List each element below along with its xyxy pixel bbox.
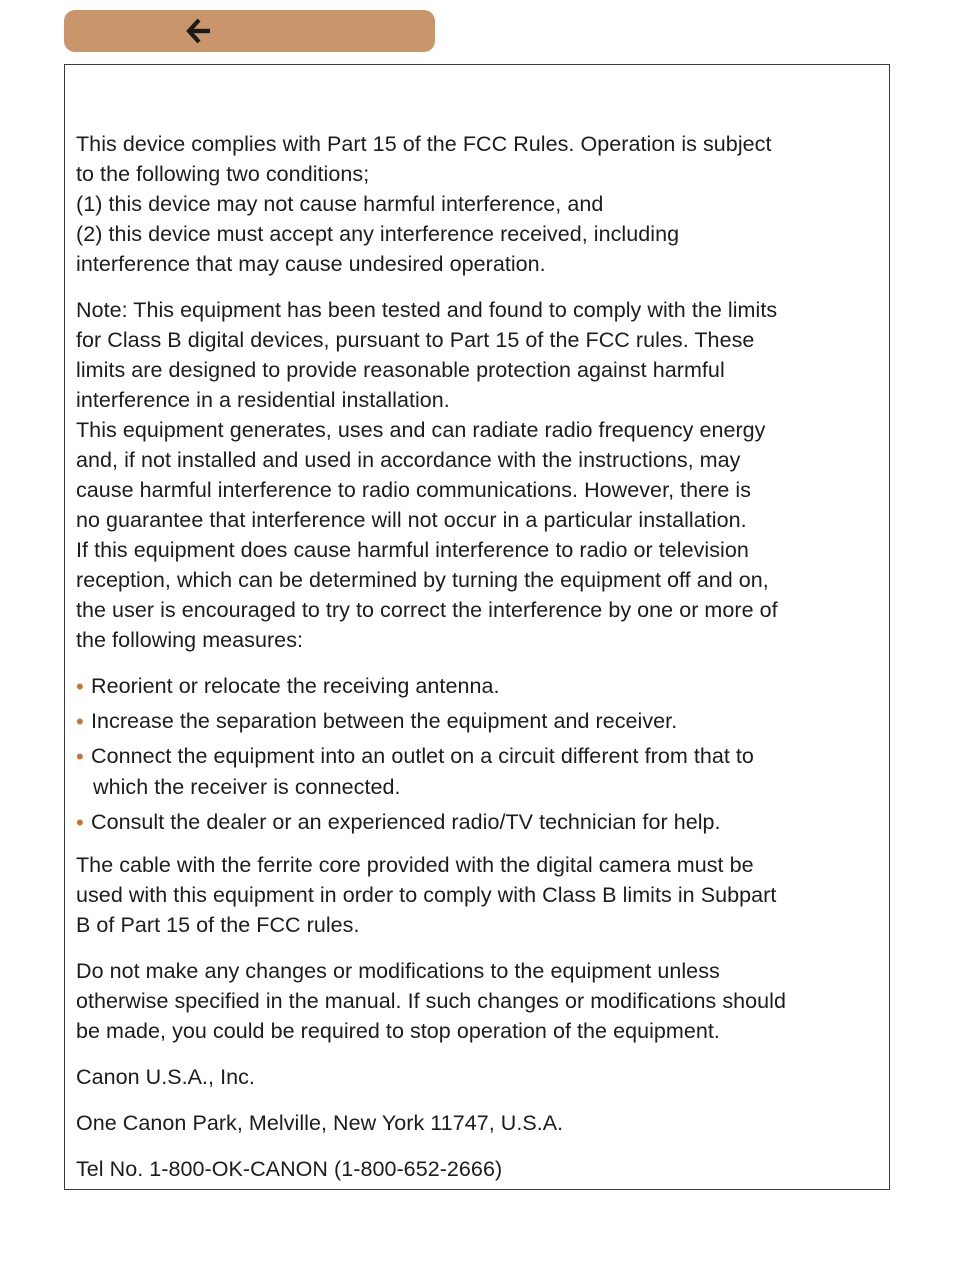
measures-list — [76, 671, 876, 838]
text-line: interference that may cause undesired operation. — [76, 252, 546, 276]
bullet-icon: • — [76, 744, 84, 769]
text-line: used with this equipment in order to comply with Class B limits in Subpart — [76, 883, 777, 907]
text-line: reception, which can be determined by turning the equipment off and on, — [76, 568, 769, 592]
navigation-bar — [64, 10, 435, 52]
text-line: (2) this device must accept any interference received, including — [76, 222, 680, 246]
bullet-icon: • — [76, 810, 84, 835]
list-item-text: Reorient or relocate the receiving antenna. — [91, 674, 500, 698]
text-line: the user is encouraged to try to correct the interference by one or more of — [76, 598, 778, 622]
list-item-text: Consult the dealer or an experienced radio/TV technician for help. — [91, 810, 721, 834]
list-item-text: Increase the separation between the equipment and receiver. — [91, 709, 678, 733]
text-line: Tel No. 1-800-OK-CANON (1-800-652-2666) — [76, 1157, 503, 1181]
list-item-text: which the receiver is connected. — [93, 775, 401, 799]
list-item-text: Connect the equipment into an outlet on a circuit different from that to — [91, 744, 754, 768]
text-line: Canon U.S.A., Inc. — [76, 1065, 255, 1089]
text-line: the following measures: — [76, 628, 304, 652]
compliance-statement — [76, 129, 876, 279]
text-line: This equipment generates, uses and can radiate radio frequency energy — [76, 418, 766, 442]
class-b-note — [76, 295, 876, 655]
company-name — [76, 1062, 876, 1092]
bullet-icon: • — [76, 674, 84, 699]
text-line: This device complies with Part 15 of the FCC Rules. Operation is subject — [76, 132, 772, 156]
text-line: (1) this device may not cause harmful interference, and — [76, 192, 604, 216]
text-line: and, if not installed and used in accordance with the instructions, may — [76, 448, 741, 472]
arrow-left-icon — [186, 17, 218, 45]
text-line: Note: This equipment has been tested and found to comply with the limits — [76, 298, 778, 322]
text-line: Do not make any changes or modifications to the equipment unless — [76, 959, 720, 983]
list-item — [76, 706, 876, 737]
fcc-notice-text — [76, 129, 876, 1184]
list-item — [76, 807, 876, 838]
text-line: If this equipment does cause harmful interference to radio or television — [76, 538, 749, 562]
fcc-notice-box — [64, 64, 890, 1190]
text-line: One Canon Park, Melville, New York 11747, U.S.A. — [76, 1111, 564, 1135]
back-button[interactable] — [186, 17, 218, 45]
text-line: for Class B digital devices, pursuant to Part 15 of the FCC rules. These — [76, 328, 755, 352]
bullet-icon: • — [76, 709, 84, 734]
company-address — [76, 1108, 876, 1138]
telephone-number — [76, 1154, 876, 1184]
text-line: cause harmful interference to radio communications. However, there is — [76, 478, 752, 502]
text-line: no guarantee that interference will not occur in a particular installation. — [76, 508, 747, 532]
text-line: The cable with the ferrite core provided with the digital camera must be — [76, 853, 754, 877]
modification-warning — [76, 956, 876, 1046]
text-line: B of Part 15 of the FCC rules. — [76, 913, 360, 937]
cable-statement — [76, 850, 876, 940]
list-item — [76, 671, 876, 702]
text-line: interference in a residential installation. — [76, 388, 450, 412]
text-line: be made, you could be required to stop operation of the equipment. — [76, 1019, 720, 1043]
text-line: limits are designed to provide reasonable protection against harmful — [76, 358, 725, 382]
text-line: otherwise specified in the manual. If such changes or modifications should — [76, 989, 787, 1013]
text-line: to the following two conditions; — [76, 162, 370, 186]
list-item — [76, 741, 876, 803]
